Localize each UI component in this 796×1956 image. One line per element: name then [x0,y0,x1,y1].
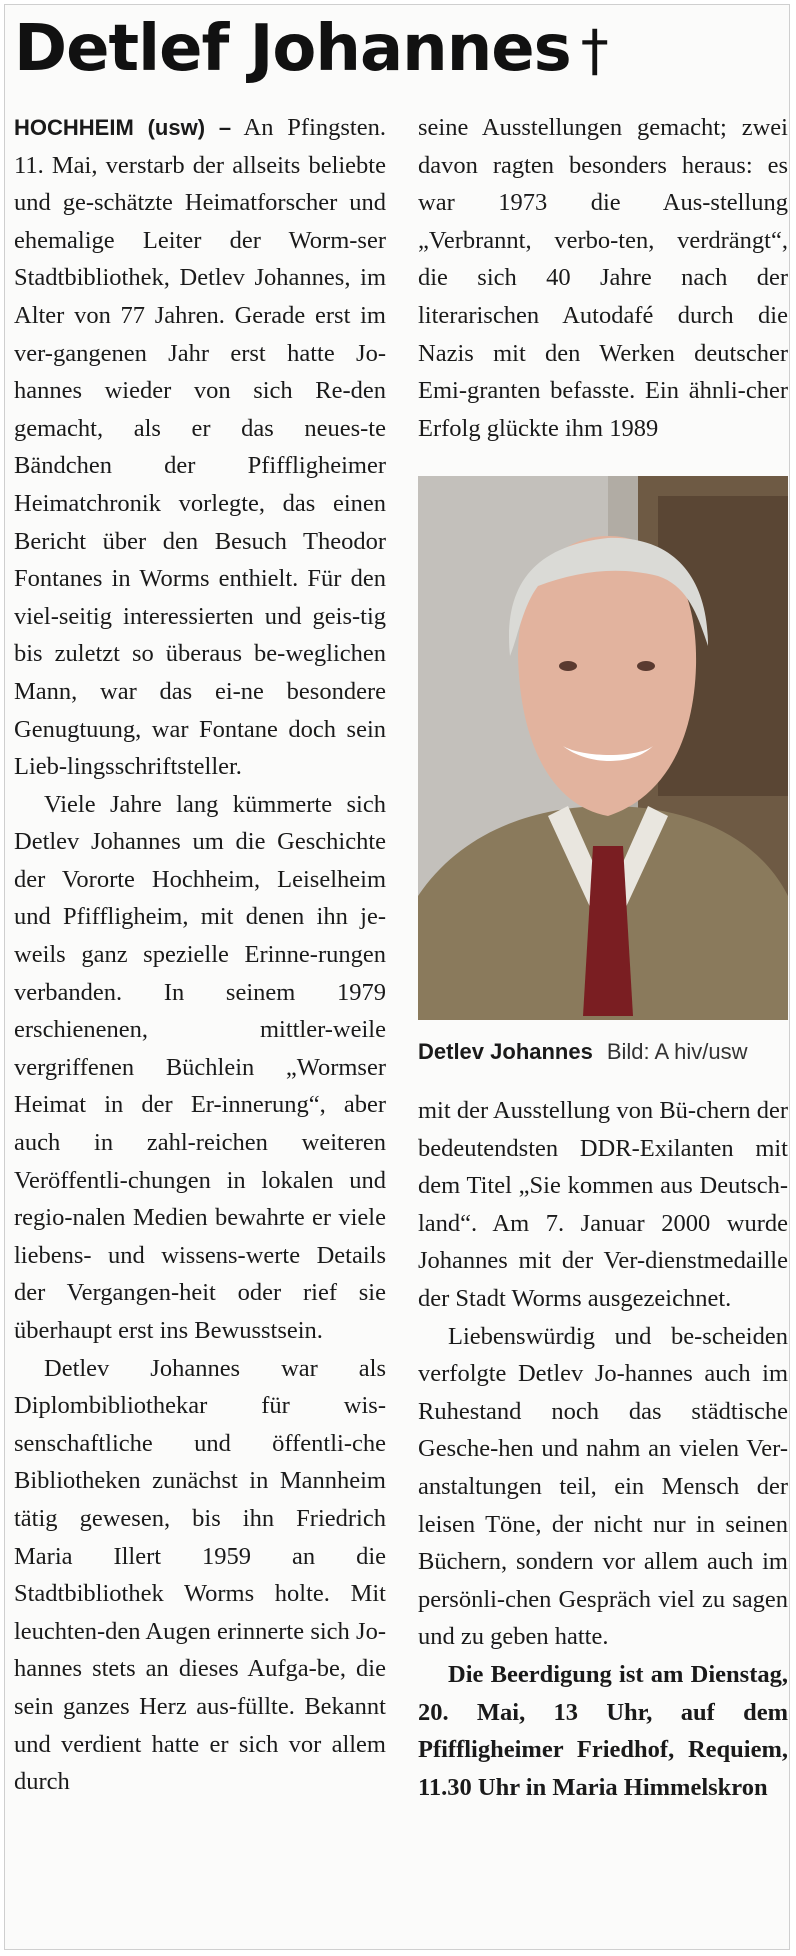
caption-credit: Bild: A hiv/usw [606,1039,748,1064]
cross-icon: † [580,19,608,84]
paragraph: Liebenswürdig und be-scheiden verfolgte Detlev Jo-hannes auch im Ruhestand noch das städtische Gesche-hen und nahm an vielen Ver-anstaltungen teil, ein Mensch der leisen Töne, der nicht nur in seinen Büchern, sondern vor allem auch im persönli-chen Gespräch viel zu sagen und zu geben hatte. [418,1322,788,1651]
portrait-photo [418,476,788,1020]
paragraph [14,109,386,786]
article-column-left [14,109,386,1801]
portrait-image [418,476,788,1020]
funeral-notice: Die Beerdigung ist am Dienstag, 20. Mai, 13 Uhr, auf dem Pfiffligheimer Friedhof, Requiem, 11.30 Uhr in Maria Himmelskron [418,1660,788,1801]
headline-text: Detlef Johannes [14,12,571,86]
paragraph-text: An Pfingsten. 11. Mai, verstarb der allseits beliebte und ge-schätzte Heimatforscher und ehemalige Leiter der Worm-ser Stadtbibliothek, Detlev Johannes, im Alter von 77 Jahren. Gerade erst im ver-gangenen Jahr erst hatte Jo-hannes wieder von sich Re-den gemacht, als er das neues-te Bändchen der Pfiffligheimer Heimatchronik vorlegte, das einen Bericht über den Besuch Theodor Fontanes in Worms enthielt. Für den viel-seitig interessierten und geis-tig bis zuletzt so überaus be-weglichen Mann, war das ei-ne besondere Genugtuung, war Fontane doch sein Lieb-lingsschriftsteller. [14,114,386,781]
paragraph: seine Ausstellungen gemacht; zwei davon ragten besonders heraus: es war 1973 die Aus-stellung „Verbrannt, verbo-ten, verdrängt“, die sich 40 Jahre nach der literarischen Autodafé durch die Nazis mit den Werken deutscher Emi-granten befasste. Ein ähnli-cher Erfolg glückte ihm 1989 [418,114,788,442]
caption-name: Detlev Johannes [418,1039,593,1064]
article-column-right-top [418,109,788,447]
paragraph: Detlev Johannes war als Diplombibliothekar für wis-senschaftliche und öffentli-che Bibliotheken zunächst in Mannheim tätig gewesen, bis ihn Friedrich Maria Illert 1959 an die Stadtbibliothek Worms holte. Mit leuchten-den Augen erinnerte sich Jo-hannes stets an dieses Aufga-be, die sein ganzes Herz aus-füllte. Bekannt und verdient hatte er sich vor allem durch [14,1354,386,1796]
dateline: HOCHHEIM (usw) – [14,115,232,140]
paragraph: Viele Jahre lang kümmerte sich Detlev Johannes um die Geschichte der Vororte Hochheim, Leiselheim und Pfiffligheim, mit denen ihn je-weils ganz spezielle Erinne-rungen verbanden. In seinem 1979 erschienenen, mittler-weile vergriffenen Büchlein „Wormser Heimat in der Er-innerung“, aber auch in zahl-reichen weiteren Veröffentli-chungen in lokalen und regio-nalen Medien bewahrte er viele liebens- und wissens-werte Details der Vergangen-heit oder rief sie überhaupt erst ins Bewusstsein. [14,790,386,1344]
photo-caption [418,1032,788,1072]
paragraph: mit der Ausstellung von Bü-chern der bedeutendsten DDR-Exilanten mit dem Titel „Sie kommen aus Deutsch-land“. Am 7. Januar 2000 wurde Johannes mit der Ver-dienstmedaille der Stadt Worms ausgezeichnet. [418,1097,788,1312]
article-headline [14,6,608,92]
article-column-right-bottom [418,1092,788,1806]
